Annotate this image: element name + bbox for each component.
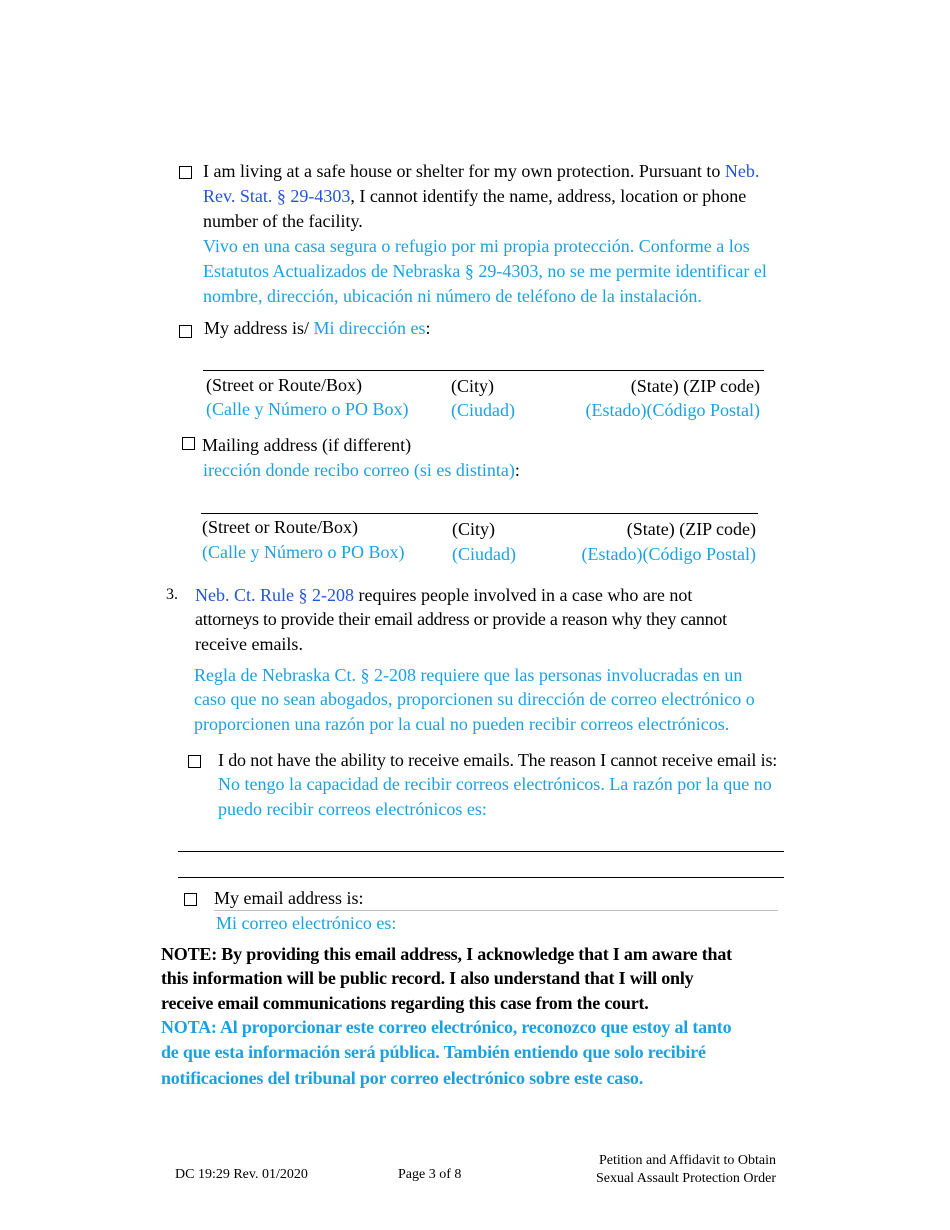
no-email-reason-line-1[interactable] [178,851,784,852]
mailing-street-label-es: (Calle y Número o PO Box) [202,542,405,562]
shelter-checkbox[interactable] [179,166,192,179]
section3-line-3: receive emails. [195,634,303,654]
section3-line-2: attorneys to provide their email address or provide a reason why they cannot [195,609,727,629]
mailing-street-label: (Street or Route/Box) [202,517,358,537]
no-email-es-line-2: puedo recibir correos electrónicos es: [218,799,487,819]
court-rule-link[interactable]: Neb. Ct. Rule § 2-208 [195,585,354,605]
address-street-label-es: (Calle y Número o PO Box) [206,399,409,419]
section-number: 3. [166,586,178,603]
mailing-state-zip-label: (State) (ZIP code) [626,519,756,539]
address-city-label: (City) [451,376,494,396]
email-checkbox[interactable] [184,893,197,906]
section3-es-line-3: proporcionen una razón por la cual no pueden recibir correos electrónicos. [194,714,730,734]
note-es-line-2: de que esta información será pública. También entiendo que solo recibiré [161,1042,706,1062]
shelter-text-pre: I am living at a safe house or shelter for my own protection. Pursuant to [203,161,725,181]
note-es-line-1: NOTA: Al proporcionar este correo electrónico, reconozco que estoy al tanto [161,1017,732,1037]
address-street-label: (Street or Route/Box) [206,375,362,395]
mailing-address-input-line[interactable] [201,513,758,514]
section3-es-line-1: Regla de Nebraska Ct. § 2-208 requiere que las personas involucradas en un [194,665,743,685]
form-title-line-1: Petition and Affidavit to Obtain [598,1153,776,1168]
note-es-line-3: notificaciones del tribunal por correo electrónico sobre este caso. [161,1068,644,1088]
no-email-reason-line-2[interactable] [178,877,784,878]
statute-link-part-1[interactable]: Neb. [724,161,760,181]
email-label-es: Mi correo electrónico es: [216,913,397,933]
note-en-line-2: this information will be public record. I also understand that I will only [161,968,694,988]
address-input-line[interactable] [203,370,764,371]
page-number: Page 3 of 8 [398,1167,462,1182]
shelter-es-line-3: nombre, dirección, ubicación ni número de teléfono de la instalación. [203,286,702,306]
address-label: My address is/ Mi dirección es: [204,318,431,338]
shelter-es-line-2: Estatutos Actualizados de Nebraska § 29-4303, no se me permite identificar el [203,261,767,281]
statute-link-part-2[interactable]: Rev. Stat. § 29-4303 [203,186,351,206]
mailing-state-zip-label-es: (Estado)(Código Postal) [581,544,756,564]
form-id: DC 19:29 Rev. 01/2020 [175,1167,308,1182]
no-email-text: I do not have the ability to receive emails. The reason I cannot receive email is: [218,750,778,770]
shelter-text-line-1 [203,159,759,183]
shelter-text-line-3: number of the facility. [203,211,363,231]
mailing-city-label: (City) [452,519,495,539]
mailing-city-label-es: (Ciudad) [452,544,516,564]
note-en-line-1: NOTE: By providing this email address, I acknowledge that I am aware that [161,944,732,964]
form-title-line-2: Sexual Assault Protection Order [595,1171,776,1186]
address-state-zip-label: (State) (ZIP code) [630,376,760,396]
address-city-label-es: (Ciudad) [451,400,515,420]
section3-es-line-2: caso que no sean abogados, proporcionen su dirección de correo electrónico o [194,689,755,709]
address-state-zip-label-es: (Estado)(Código Postal) [585,400,760,420]
mailing-address-label: Mailing address (if different) [202,435,412,455]
mailing-address-label-es: irección donde recibo correo (si es distinta): [203,460,520,480]
address-checkbox[interactable] [179,325,192,338]
shelter-text-post: , I cannot identify the name, address, location or phone [350,186,747,206]
no-email-es-line-1: No tengo la capacidad de recibir correos electrónicos. La razón por la que no [218,774,772,794]
email-label: My email address is: [214,888,364,908]
mailing-address-checkbox[interactable] [182,437,195,450]
no-email-checkbox[interactable] [188,755,201,768]
shelter-es-line-1: Vivo en una casa segura o refugio por mi propia protección. Conforme a los [203,236,750,256]
note-en-line-3: receive email communications regarding this case from the court. [161,993,649,1013]
shelter-text-line-2 [203,184,746,208]
section3-line-1: Neb. Ct. Rule § 2-208 requires people involved in a case who are not [195,585,693,605]
